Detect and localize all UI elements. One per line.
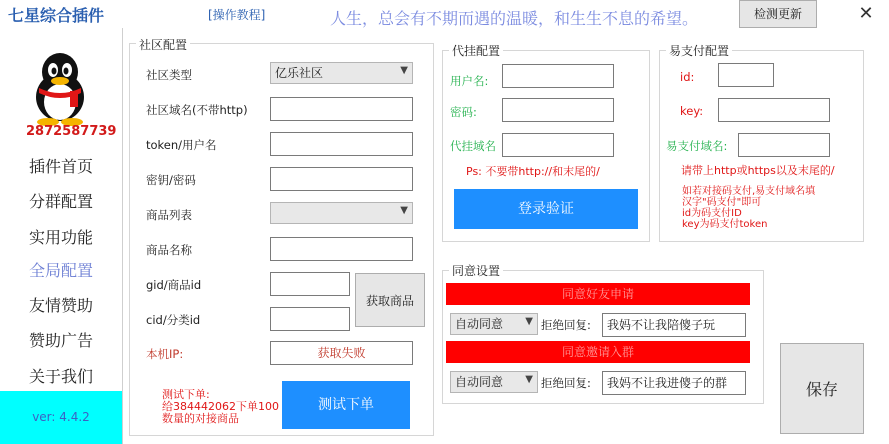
sidebar-item-home[interactable]: 插件首页 bbox=[28, 157, 93, 176]
group-reject-input[interactable]: 我妈不让我进傻子的群 bbox=[602, 371, 746, 395]
fetch-goods-button[interactable]: 获取商品 bbox=[355, 273, 425, 327]
group-mode-select[interactable] bbox=[450, 371, 538, 393]
easypay-domain-input[interactable] bbox=[738, 133, 830, 157]
group-invite-bar: 同意邀请入群 bbox=[446, 341, 750, 363]
easypay-key-input[interactable] bbox=[718, 98, 830, 122]
token-label: token/用户名 bbox=[146, 138, 217, 152]
sidebar-item-group-config[interactable]: 分群配置 bbox=[28, 192, 93, 211]
proxy-config-title: 代挂配置 bbox=[449, 42, 503, 59]
chevron-down-icon: ▼ bbox=[400, 205, 408, 216]
app-title: 七星综合插件 bbox=[8, 6, 105, 25]
goods-name-label: 商品名称 bbox=[146, 243, 192, 257]
secret-label: 密钥/密码 bbox=[146, 173, 196, 187]
local-ip-label: 本机IP: bbox=[146, 347, 184, 361]
community-domain-input[interactable] bbox=[270, 97, 413, 121]
easypay-id-input[interactable] bbox=[718, 63, 774, 87]
save-button[interactable]: 保存 bbox=[780, 343, 864, 434]
sidebar-item-about[interactable]: 关于我们 bbox=[28, 367, 93, 386]
consent-settings-title: 同意设置 bbox=[449, 262, 503, 279]
community-type-value: 亿乐社区 bbox=[275, 66, 324, 80]
test-order-button[interactable]: 测试下单 bbox=[282, 381, 410, 429]
friend-reject-label: 拒绝回复: bbox=[541, 318, 591, 332]
sidebar-item-global-config[interactable]: 全局配置 bbox=[28, 261, 93, 280]
test-order-note: 测试下单: 给384442062下单100 数量的对接商品 bbox=[162, 388, 279, 425]
login-verify-button[interactable]: 登录验证 bbox=[454, 189, 638, 229]
friend-mode-select[interactable] bbox=[450, 313, 538, 335]
goods-name-input[interactable] bbox=[270, 237, 413, 261]
proxy-username-input[interactable] bbox=[502, 64, 614, 88]
easypay-note-1: 请带上http或https以及末尾的/ bbox=[681, 164, 835, 177]
group-reject-label: 拒绝回复: bbox=[541, 376, 591, 390]
community-domain-label: 社区域名(不带http) bbox=[146, 103, 248, 117]
goods-list-select[interactable] bbox=[270, 202, 413, 224]
secret-input[interactable] bbox=[270, 167, 413, 191]
friend-mode-value: 自动同意 bbox=[455, 317, 504, 331]
sidebar-item-utilities[interactable]: 实用功能 bbox=[28, 228, 93, 247]
cid-input[interactable] bbox=[270, 307, 350, 331]
check-update-button[interactable]: 检测更新 bbox=[739, 0, 817, 28]
community-type-select[interactable] bbox=[270, 62, 413, 84]
token-input[interactable] bbox=[270, 132, 413, 156]
close-icon[interactable]: ✕ bbox=[858, 3, 874, 24]
gid-input[interactable] bbox=[270, 272, 350, 296]
community-config-title: 社区配置 bbox=[136, 36, 190, 53]
proxy-domain-input[interactable] bbox=[502, 133, 614, 157]
easypay-domain-label: 易支付域名: bbox=[666, 139, 728, 153]
slogan-text: 人生，总会有不期而遇的温暖，和生生不息的希望。 bbox=[330, 9, 699, 28]
chevron-down-icon: ▼ bbox=[525, 374, 533, 385]
easypay-id-label: id: bbox=[680, 70, 695, 84]
proxy-username-label: 用户名: bbox=[450, 74, 489, 88]
chevron-down-icon: ▼ bbox=[525, 316, 533, 327]
proxy-ps-note: Ps: 不要带http://和末尾的/ bbox=[466, 165, 600, 178]
goods-list-label: 商品列表 bbox=[146, 208, 192, 222]
sidebar-item-ads[interactable]: 赞助广告 bbox=[28, 331, 93, 350]
tutorial-link[interactable]: [操作教程] bbox=[208, 8, 266, 22]
easypay-note-2: 如若对接码支付,易支付域名填 汉字"码支付"即可 id为码支付ID key为码支付token bbox=[682, 186, 816, 230]
group-mode-value: 自动同意 bbox=[455, 375, 504, 389]
proxy-password-label: 密码: bbox=[450, 105, 477, 119]
local-ip-value: 获取失败 bbox=[270, 341, 413, 365]
cid-label: cid/分类id bbox=[146, 313, 201, 327]
version-label: ver: 4.4.2 bbox=[0, 391, 122, 444]
qq-number: 2872587739 bbox=[26, 124, 117, 139]
friend-reject-input[interactable]: 我妈不让我陪傻子玩 bbox=[602, 313, 746, 337]
chevron-down-icon: ▼ bbox=[400, 65, 408, 76]
proxy-domain-label: 代挂域名 bbox=[450, 139, 496, 153]
easypay-key-label: key: bbox=[680, 104, 704, 118]
proxy-password-input[interactable] bbox=[502, 98, 614, 122]
easypay-config-title: 易支付配置 bbox=[666, 42, 732, 59]
qq-penguin-avatar bbox=[24, 50, 96, 126]
sidebar-item-sponsor[interactable]: 友情赞助 bbox=[28, 296, 93, 315]
community-type-label: 社区类型 bbox=[146, 68, 192, 82]
gid-label: gid/商品id bbox=[146, 278, 202, 292]
friend-request-bar: 同意好友申请 bbox=[446, 283, 750, 305]
